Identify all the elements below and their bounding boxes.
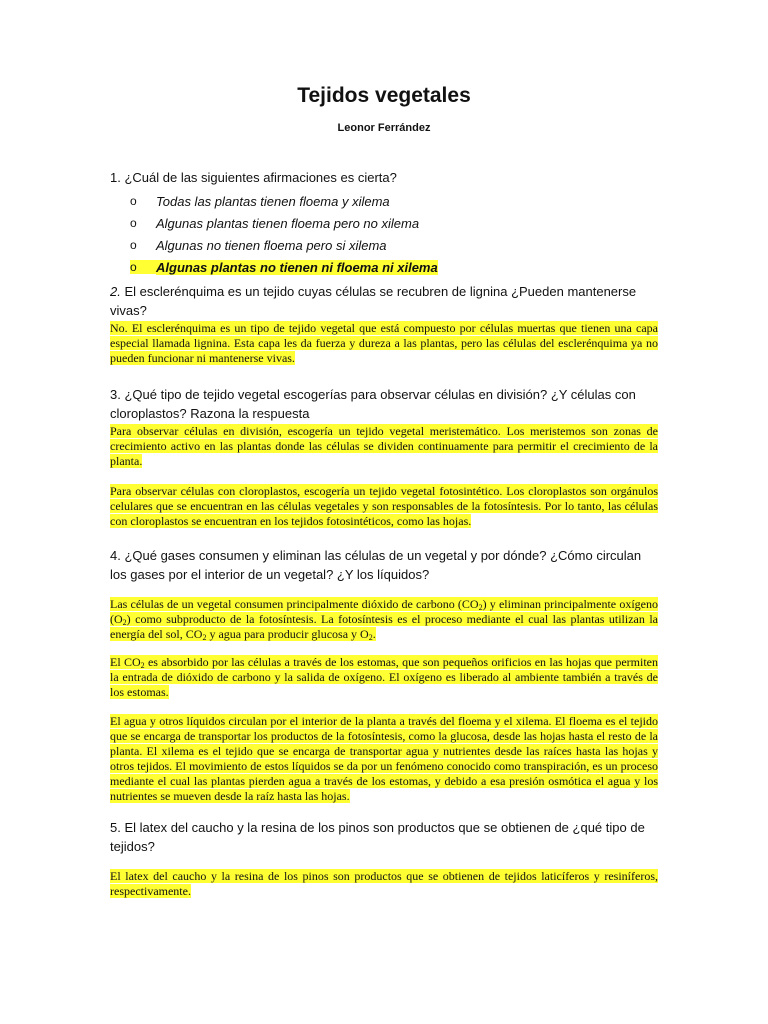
option-item-correct bbox=[130, 256, 650, 278]
option-text: Todas las plantas tienen floema y xilema bbox=[156, 193, 390, 209]
question-5: 5. El latex del caucho y la resina de los pinos son productos que se obtienen de ¿qué tipo de tejidos? bbox=[110, 820, 645, 854]
option-item bbox=[130, 212, 650, 234]
question-2-number: 2. bbox=[110, 284, 121, 299]
question-1: 1. ¿Cuál de las siguientes afirmaciones es cierta? bbox=[110, 170, 397, 185]
answer-4-co2: El $CO_2$ es absorbido por las células a través de los estomas, que son pequeños orificios en las hojas que permiten la entrada de dióxido de carbono y la salida de oxígeno. El oxígeno es liberado al ambiente también a través de los estomas. bbox=[110, 655, 658, 699]
answer-4-liquids: El agua y otros líquidos circulan por el interior de la planta a través del floema y el xilema. El floema es el tejido que se encarga de transportar los productos de la fotosíntesis, como la glucosa, desde las hojas hasta el resto de la planta. El xilema es el tejido que se encarga de transportar agua y nutrientes desde las raíces hasta las hojas y otros tejidos. El movimiento de estos líquidos se da por un fenómeno conocido como transpiración, es un proceso mediante el cual las plantas pierden agua a través de los estomas, y debido a esa presión osmótica el agua y los nutrientes se mueven desde la raíz hasta las hojas. bbox=[110, 714, 658, 803]
bullet-icon: o bbox=[130, 238, 137, 252]
question-4: 4. ¿Qué gases consumen y eliminan las células de un vegetal y por dónde? ¿Cómo circulan los gases por el interior de un vegetal? ¿Y los líquidos? bbox=[110, 548, 642, 582]
bullet-icon: o bbox=[130, 194, 137, 208]
answer-3-division: Para observar células en división, escogería un tejido vegetal meristemático. Los meristemos son zonas de crecimiento activo en las plantas donde las células se dividen continuamente para permitir el crecimiento de la planta. bbox=[110, 424, 658, 468]
option-item bbox=[130, 190, 650, 212]
answer-5: El latex del caucho y la resina de los pinos son productos que se obtienen de tejidos laticíferos y resiníferos, respectivamente. bbox=[110, 869, 658, 898]
question-2-text: El esclerénquima es un tejido cuyas células se recubren de lignina ¿Pueden mantenerse vivas? bbox=[110, 284, 637, 318]
document-author: Leonor Ferrández bbox=[337, 122, 431, 134]
answer-3-chloroplasts: Para observar células con cloroplastos, escogería un tejido vegetal fotosintético. Los cloroplastos son orgánulos celulares que se encuentran en las células vegetales y son responsables de la fotosíntesis. Por lo tanto, las células con cloroplastos se encuentran en los tejidos fotosintéticos, como las hojas. bbox=[110, 484, 658, 528]
answer-4-gases: Las células de un vegetal consumen principalmente dióxido de carbono $(CO_2)$ y eliminan principalmente oxígeno $(O_2)$ como subproducto de la fotosíntesis. La fotosíntesis es el proceso mediante el cual las plantas utilizan la energía del sol, $CO_2$ y agua para producir glucosa y $O_2$. bbox=[110, 597, 658, 642]
document-title: Tejidos vegetales bbox=[297, 84, 471, 107]
option-text: Algunas plantas tienen floema pero no xilema bbox=[156, 215, 420, 231]
question-3: 3. ¿Qué tipo de tejido vegetal escogerías para observar células en división? ¿Y células con cloroplastos? Razona la respuesta bbox=[110, 387, 636, 421]
question-1-options bbox=[130, 190, 650, 278]
answer-2: No. El esclerénquima es un tipo de tejido vegetal que está compuesto por células muertas que tienen una capa especial llamada lignina. Esta capa les da fuerza y dureza a las plantas, pero las células del esclerénquima ya no pueden funcionar ni mantenerse vivas. bbox=[110, 321, 658, 365]
bullet-icon: o bbox=[130, 260, 156, 274]
option-text: Algunas no tienen floema pero si xilema bbox=[156, 237, 387, 253]
option-item bbox=[130, 234, 650, 256]
question-2 bbox=[110, 282, 660, 320]
bullet-icon: o bbox=[130, 216, 137, 230]
option-text: Algunas plantas no tienen ni floema ni xilema bbox=[156, 259, 438, 275]
